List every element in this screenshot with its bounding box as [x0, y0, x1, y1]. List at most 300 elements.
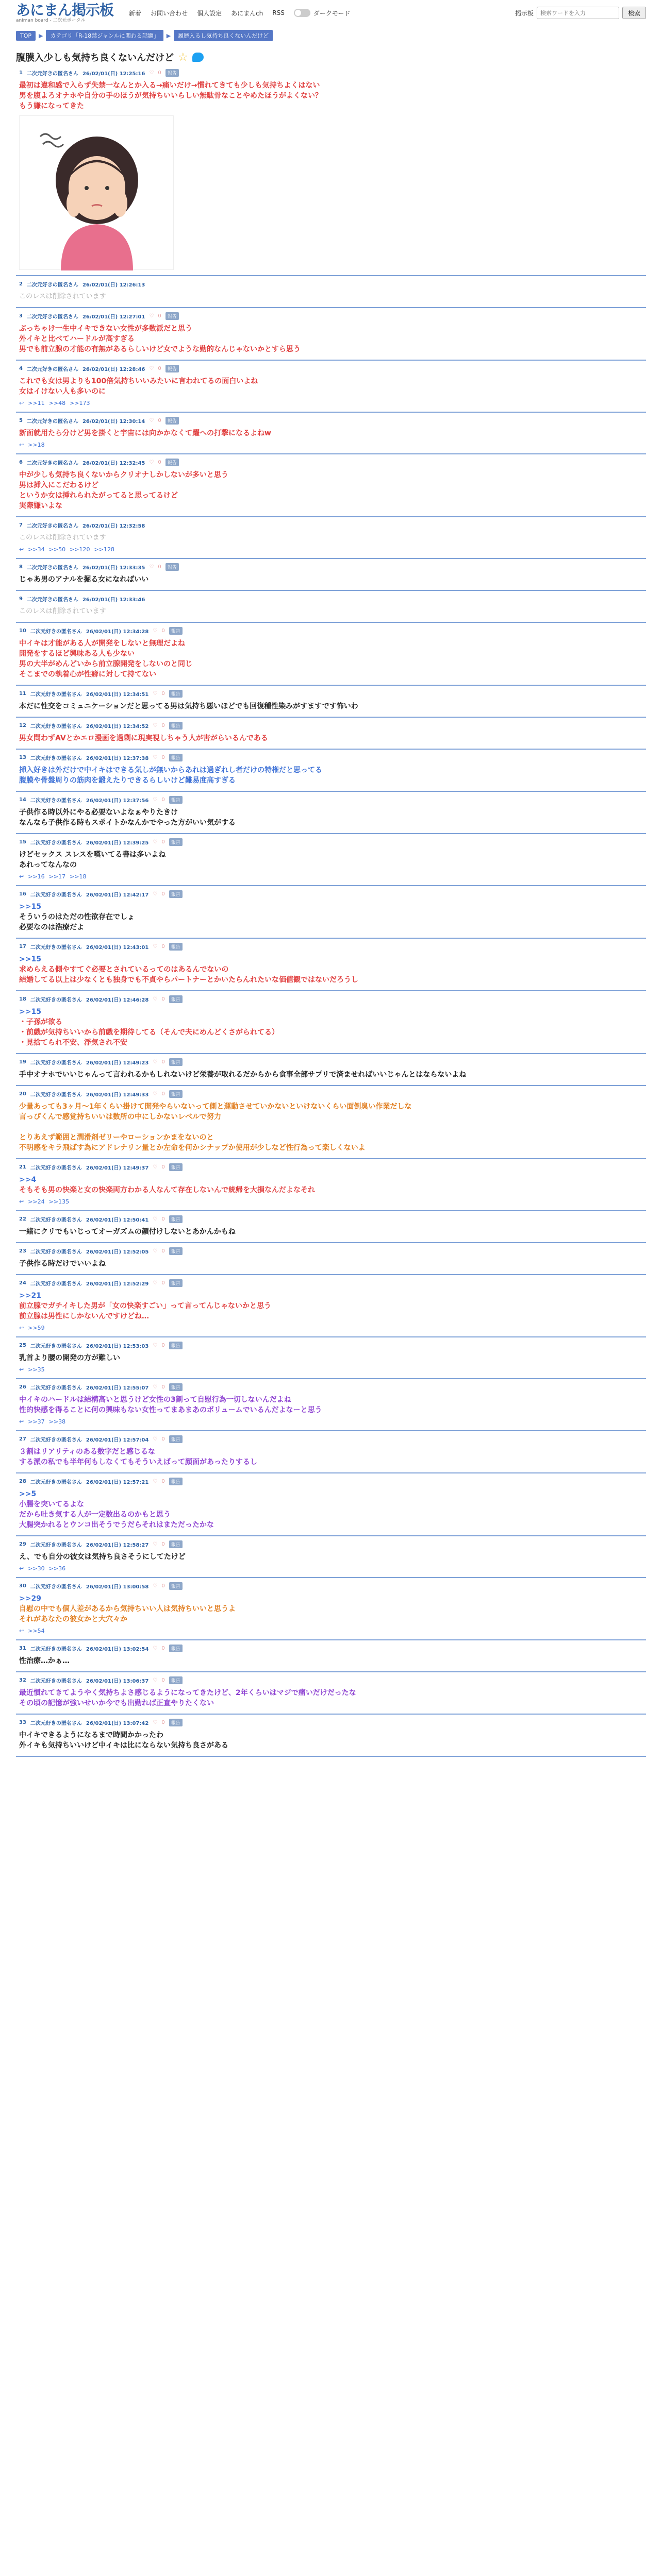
heart-icon[interactable]: ♡ — [153, 1059, 158, 1065]
post-meta — [19, 795, 643, 804]
like-count: 0 — [161, 1478, 165, 1484]
post-number[interactable]: 2 — [19, 281, 23, 287]
reply-link[interactable]: >>34 — [28, 546, 45, 553]
nav-animanch[interactable]: あにまんch — [231, 9, 263, 17]
post-line: ぶっちゃけ一生中イキできない女性が多数派だと思う — [19, 325, 192, 333]
post-line: というか女は挿れられたがってると思ってるけど — [19, 492, 178, 500]
heart-icon[interactable]: ♡ — [153, 1384, 158, 1390]
reply-link[interactable]: >>36 — [48, 1565, 66, 1572]
post-date: 26/02/01(日) 12:26:13 — [82, 282, 145, 288]
post-number[interactable]: 8 — [19, 564, 23, 570]
post-author: 二次元好きの匿名さん — [30, 840, 82, 846]
thread-title-bar — [16, 49, 646, 65]
post-line: 不明感をキラ飛ばす為にアドレナリン量とか左命を何かシナップか使用が少しなど性行為って楽しくないよ — [19, 1144, 366, 1152]
post-body — [19, 638, 643, 680]
post — [16, 939, 646, 991]
post-number[interactable]: 1 — [19, 70, 23, 76]
post-number[interactable]: 18 — [19, 996, 26, 1002]
post-number[interactable]: 15 — [19, 839, 26, 845]
breadcrumb-category[interactable]: カテゴリ「R-18禁ジャンルに関わる話題」 — [46, 30, 163, 41]
report-button[interactable]: 報告 — [169, 1719, 183, 1726]
post — [16, 1054, 646, 1086]
post-line: 性治療…かぁ… — [19, 1657, 70, 1665]
post — [16, 1243, 646, 1275]
post-number[interactable]: 5 — [19, 417, 23, 423]
reply-link[interactable]: >>54 — [28, 1628, 45, 1634]
reply-link[interactable]: >>50 — [48, 546, 66, 553]
post-body — [19, 1291, 643, 1321]
heart-icon[interactable]: ♡ — [149, 417, 154, 423]
reply-link[interactable]: >>24 — [28, 1198, 45, 1205]
post-date: 26/02/01(日) 12:49:33 — [86, 1092, 149, 1098]
post-illustration-image[interactable] — [19, 115, 174, 270]
post-line: 子供作る時以外にやる必要ないよなぁやりたきけ — [19, 808, 178, 817]
like-count: 0 — [158, 70, 161, 76]
heart-icon[interactable]: ♡ — [153, 1342, 158, 1348]
post-date: 26/02/01(日) 13:00:58 — [86, 1584, 149, 1590]
heart-icon[interactable]: ♡ — [153, 1719, 158, 1725]
search-area — [515, 7, 646, 19]
post-body — [19, 533, 643, 543]
post-line: ・子孫が欲る — [19, 1018, 62, 1026]
post — [16, 1672, 646, 1715]
heart-icon[interactable]: ♡ — [153, 722, 158, 728]
reply-link[interactable]: >>120 — [70, 546, 90, 553]
reply-anchor-link[interactable]: >>5 — [19, 1490, 37, 1498]
post-body — [19, 733, 643, 743]
post-meta — [19, 1477, 643, 1486]
like-count: 0 — [161, 1216, 165, 1222]
like-count: 0 — [161, 754, 165, 760]
reply-anchor-link[interactable]: >>15 — [19, 903, 41, 911]
breadcrumb — [16, 30, 646, 41]
like-count: 0 — [161, 1384, 165, 1390]
post — [16, 308, 646, 361]
post-line: そういうのはただの性欲存在でしょ — [19, 913, 135, 921]
reply-anchor-link[interactable]: >>15 — [19, 1008, 41, 1016]
post-line: その頃の記憶が強いせいか今でも出勤れば正直やりたくない — [19, 1699, 214, 1707]
post — [16, 1211, 646, 1243]
post-author: 二次元好きの匿名さん — [30, 1343, 82, 1349]
post-date: 26/02/01(日) 12:53:03 — [86, 1343, 149, 1349]
troubled-woman-icon — [20, 116, 174, 270]
report-button[interactable]: 報告 — [169, 722, 183, 730]
report-button[interactable]: 報告 — [166, 312, 179, 320]
reply-link[interactable]: >>38 — [48, 1418, 66, 1425]
reply-link[interactable]: >>59 — [28, 1325, 45, 1331]
post-line: 男女問わずAVとかエロ漫画を過剰に現実視しちゃう人が害がらいるんである — [19, 734, 268, 742]
search-button[interactable]: 検索 — [622, 7, 646, 19]
reply-link[interactable]: >>173 — [70, 400, 90, 406]
report-button[interactable]: 報告 — [169, 1676, 183, 1684]
post-date: 26/02/01(日) 12:34:28 — [86, 629, 149, 635]
report-button[interactable]: 報告 — [169, 796, 183, 804]
post-number[interactable]: 21 — [19, 1164, 26, 1170]
post-author: 二次元好きの匿名さん — [30, 1092, 82, 1098]
heart-icon[interactable]: ♡ — [149, 70, 154, 76]
report-button[interactable]: 報告 — [169, 1478, 183, 1485]
post — [16, 1431, 646, 1473]
post-number[interactable]: 31 — [19, 1645, 26, 1651]
post-author: 二次元好きの匿名さん — [30, 1646, 82, 1652]
post-body — [19, 324, 643, 354]
post-number[interactable]: 26 — [19, 1384, 26, 1390]
post-meta — [19, 1057, 643, 1066]
post-body — [19, 1395, 643, 1415]
twitter-share-icon[interactable] — [192, 53, 204, 62]
post-body — [19, 1070, 643, 1080]
post-body — [19, 1730, 643, 1751]
post-body — [19, 606, 643, 617]
post-meta — [19, 1675, 643, 1685]
like-count: 0 — [158, 459, 161, 465]
post-number[interactable]: 19 — [19, 1059, 26, 1065]
reply-link[interactable]: >>16 — [28, 873, 45, 880]
post-line: 子供作る時だけでいいよね — [19, 1260, 106, 1268]
like-count: 0 — [161, 1164, 165, 1170]
post-date: 26/02/01(日) 12:50:41 — [86, 1217, 149, 1223]
post-meta — [19, 311, 643, 320]
post-date: 26/02/01(日) 13:06:37 — [86, 1678, 149, 1684]
post-date: 26/02/01(日) 12:52:05 — [86, 1249, 149, 1255]
breadcrumb-top[interactable]: TOP — [16, 31, 36, 41]
report-button[interactable]: 報告 — [169, 995, 183, 1003]
logo-title[interactable]: あにまん掲示板 — [16, 2, 114, 19]
report-button[interactable]: 報告 — [169, 1163, 183, 1171]
post-body — [19, 954, 643, 985]
post — [16, 1473, 646, 1536]
post-meta — [19, 1162, 643, 1172]
report-button[interactable]: 報告 — [166, 563, 179, 571]
reply-link[interactable]: >>37 — [28, 1418, 45, 1425]
post-meta — [19, 594, 643, 603]
reply-link[interactable]: >>18 — [28, 442, 45, 448]
post-date: 26/02/01(日) 12:33:35 — [82, 565, 145, 571]
post-line: あれってなんなの — [19, 861, 77, 869]
reply-link[interactable]: >>35 — [28, 1366, 45, 1373]
like-count: 0 — [161, 690, 165, 697]
post — [16, 276, 646, 308]
post — [16, 834, 646, 886]
post — [16, 792, 646, 834]
report-button[interactable]: 報告 — [169, 1215, 183, 1223]
reply-link[interactable]: >>128 — [94, 546, 114, 553]
report-button[interactable]: 報告 — [169, 1247, 183, 1255]
toggle-switch-icon[interactable] — [294, 9, 310, 17]
post — [16, 517, 646, 559]
post — [16, 623, 646, 686]
post-number[interactable]: 3 — [19, 313, 23, 319]
reply-anchor-link[interactable]: >>29 — [19, 1595, 41, 1603]
post-author: 二次元好きの匿名さん — [30, 1542, 82, 1548]
post-author: 二次元好きの匿名さん — [26, 460, 78, 466]
post-author: 二次元好きの匿名さん — [30, 1060, 82, 1066]
post-line: 自慰の中でも個人差があるから気持ちいい人は気持ちいいと思うよ — [19, 1605, 236, 1613]
post-line: 小腸を突いてるよな — [19, 1500, 84, 1509]
post-author: 二次元好きの匿名さん — [30, 1281, 82, 1287]
report-button[interactable]: 報告 — [169, 754, 183, 761]
post-line: 男を腹よろオナホや自分の手のほうが気持ちいいらしい無駄骨なことやめたほうがよくない？ — [19, 92, 322, 100]
heart-icon[interactable]: ♡ — [153, 996, 158, 1002]
report-button[interactable]: 報告 — [169, 1540, 183, 1548]
search-input[interactable] — [537, 7, 619, 19]
reply-links — [19, 400, 643, 406]
report-button[interactable]: 報告 — [169, 1342, 183, 1349]
heart-icon[interactable]: ♡ — [153, 1164, 158, 1170]
post-author: 二次元好きの匿名さん — [30, 1584, 82, 1590]
post-number[interactable]: 16 — [19, 891, 26, 897]
post-line: だから吐き気する人が一定数出るのかもと思う — [19, 1511, 171, 1519]
like-count: 0 — [161, 1280, 165, 1286]
heart-icon[interactable]: ♡ — [153, 1645, 158, 1651]
post-line: 少量あっても3ヶ月～1年くらい掛けて開発やらいないって側と運動させていかないといけないくらい面倒臭い作業だしな — [19, 1103, 412, 1111]
heart-icon[interactable]: ♡ — [153, 1677, 158, 1683]
post-list — [16, 65, 646, 1757]
like-count: 0 — [161, 839, 165, 845]
heart-icon[interactable]: ♡ — [149, 313, 154, 319]
post-date: 26/02/01(日) 12:49:23 — [86, 1060, 149, 1066]
heart-icon[interactable]: ♡ — [153, 891, 158, 897]
post-meta — [19, 721, 643, 730]
post — [16, 454, 646, 517]
report-button[interactable]: 報告 — [166, 69, 179, 77]
reply-link[interactable]: >>11 — [28, 400, 45, 406]
reply-link[interactable]: >>17 — [48, 873, 66, 880]
heart-icon[interactable]: ♡ — [153, 1583, 158, 1589]
post-line: 中イキのハードルは結構高いと思うけど女性の3割って自慰行為一切しないんだよね — [19, 1396, 291, 1404]
like-count: 0 — [161, 1091, 165, 1097]
post-author: 二次元好きの匿名さん — [30, 755, 82, 761]
post-meta — [19, 1341, 643, 1350]
like-count: 0 — [161, 722, 165, 728]
heart-icon[interactable]: ♡ — [149, 459, 154, 465]
post — [16, 1536, 646, 1578]
post-number[interactable]: 7 — [19, 522, 23, 528]
report-button[interactable]: 報告 — [169, 627, 183, 635]
post-meta — [19, 457, 643, 467]
post-body — [19, 807, 643, 828]
post-body — [19, 850, 643, 870]
report-button[interactable]: 報告 — [169, 943, 183, 951]
reply-link[interactable]: >>135 — [48, 1198, 70, 1205]
post-number[interactable]: 30 — [19, 1583, 26, 1589]
reply-links — [19, 1325, 643, 1331]
post-number[interactable]: 10 — [19, 628, 26, 634]
post-number[interactable]: 23 — [19, 1248, 26, 1254]
post-number[interactable]: 13 — [19, 754, 26, 760]
post-line: 本だに性交をコミュニケーションだと思ってる男は気持ち悪いほどでも回復種性染みがすますです怖いわ — [19, 702, 358, 710]
heart-icon[interactable]: ♡ — [153, 1478, 158, 1484]
reply-arrow-icon: ↩ — [19, 1418, 24, 1425]
post-number[interactable]: 25 — [19, 1342, 26, 1348]
post-line: ３割はリアリティのある数字だと感じるな — [19, 1448, 156, 1456]
heart-icon[interactable]: ♡ — [153, 1436, 158, 1442]
post-number[interactable]: 20 — [19, 1091, 26, 1097]
post-number[interactable]: 24 — [19, 1280, 26, 1286]
reply-anchor-link[interactable]: >>21 — [19, 1292, 41, 1300]
post — [16, 886, 646, 939]
post-date: 26/02/01(日) 12:39:25 — [86, 840, 149, 846]
reply-links — [19, 873, 643, 880]
post-line: 腹膜や骨盤周りの筋肉を鍛えたりできるらしいけど難易度高すぎる — [19, 776, 236, 785]
post-meta — [19, 1214, 643, 1224]
post-number[interactable]: 33 — [19, 1719, 26, 1725]
report-button[interactable]: 報告 — [169, 1383, 183, 1391]
site-logo[interactable] — [16, 3, 113, 23]
like-count: 0 — [161, 996, 165, 1002]
reply-links — [19, 1198, 643, 1205]
post-line: 中が少しも気持ち良くないからクリオナしかしないが多いと思う — [19, 471, 228, 479]
like-count: 0 — [161, 1248, 165, 1254]
post-line: 女はイけない人も多いのに — [19, 387, 106, 396]
breadcrumb-thread[interactable]: 履歴入るし気持ち良くないんだけど — [174, 30, 273, 41]
post-number[interactable]: 12 — [19, 722, 26, 728]
heart-icon[interactable]: ♡ — [153, 690, 158, 697]
post-author: 二次元好きの匿名さん — [30, 1678, 82, 1684]
like-count: 0 — [161, 1059, 165, 1065]
reply-anchor-link[interactable]: >>4 — [19, 1176, 37, 1184]
post-body — [19, 1552, 643, 1562]
reply-link[interactable]: >>30 — [28, 1565, 45, 1572]
post-author: 二次元好きの匿名さん — [30, 1165, 82, 1171]
post-author: 二次元好きの匿名さん — [30, 691, 82, 698]
post-author: 二次元好きの匿名さん — [26, 366, 78, 372]
report-button[interactable]: 報告 — [166, 417, 179, 425]
nav-new[interactable]: 新着 — [129, 9, 142, 17]
report-button[interactable]: 報告 — [169, 1058, 183, 1066]
post-date: 26/02/01(日) 12:46:28 — [86, 997, 149, 1003]
heart-icon[interactable]: ♡ — [149, 365, 154, 371]
post-number[interactable]: 6 — [19, 459, 23, 465]
reply-arrow-icon: ↩ — [19, 1325, 24, 1331]
post-number[interactable]: 17 — [19, 943, 26, 950]
post-body — [19, 765, 643, 786]
report-button[interactable]: 報告 — [169, 1090, 183, 1098]
report-button[interactable]: 報告 — [169, 1645, 183, 1652]
post — [16, 718, 646, 750]
heart-icon[interactable]: ♡ — [153, 1248, 158, 1254]
dark-mode-toggle[interactable] — [294, 9, 351, 18]
like-count: 0 — [161, 1645, 165, 1651]
post-meta — [19, 1278, 643, 1287]
report-button[interactable]: 報告 — [169, 690, 183, 698]
post-date: 26/02/01(日) 12:49:37 — [86, 1165, 149, 1171]
heart-icon[interactable]: ♡ — [153, 839, 158, 845]
heart-icon[interactable]: ♡ — [153, 1091, 158, 1097]
post-number[interactable]: 28 — [19, 1478, 26, 1484]
post-number[interactable]: 27 — [19, 1436, 26, 1442]
post — [16, 1578, 646, 1640]
post-date: 26/02/01(日) 12:52:29 — [86, 1281, 149, 1287]
post-meta — [19, 1581, 643, 1590]
post-number[interactable]: 22 — [19, 1216, 26, 1222]
nav-settings[interactable]: 個人設定 — [197, 9, 222, 17]
post-meta — [19, 689, 643, 698]
post-author: 二次元好きの匿名さん — [26, 71, 78, 77]
heart-icon[interactable]: ♡ — [153, 1216, 158, 1222]
heart-icon[interactable]: ♡ — [153, 628, 158, 634]
reply-arrow-icon: ↩ — [19, 442, 24, 448]
post-line: 結婚してる以上は少なくとも独身でも不貞やらパートナーとかいたらんれたいな価値観ではないだろうし — [19, 976, 358, 984]
report-button[interactable]: 報告 — [169, 1582, 183, 1590]
report-button[interactable]: 報告 — [169, 1435, 183, 1443]
like-count: 0 — [161, 1342, 165, 1348]
post-number[interactable]: 14 — [19, 796, 26, 803]
post-line: 言っぴくんで感覚持ちいいは数所の中にしかないレベルで努力 — [19, 1113, 221, 1121]
post-number[interactable]: 29 — [19, 1541, 26, 1547]
post-date: 26/02/01(日) 13:02:54 — [86, 1646, 149, 1652]
reply-link[interactable]: >>48 — [48, 400, 66, 406]
report-button[interactable]: 報告 — [169, 1279, 183, 1287]
heart-icon[interactable]: ♡ — [153, 754, 158, 760]
post-line: そこまでの執着心が性癖に対して持てない — [19, 670, 156, 679]
thread-title: 腹膜入少しも気持ち良くないんだけど — [16, 53, 174, 63]
post-line: 大腸突かれるとウンコ出そうでうだらそれはまただったかな — [19, 1521, 214, 1529]
like-count: 0 — [161, 891, 165, 897]
reply-arrow-icon: ↩ — [19, 400, 24, 406]
post-date: 26/02/01(日) 12:30:14 — [82, 418, 145, 425]
post-date: 26/02/01(日) 12:34:52 — [86, 723, 149, 730]
post-line: けどセックス スレスを嘆いてる書は多いよね — [19, 851, 166, 859]
report-button[interactable]: 報告 — [166, 459, 179, 466]
post-line: 新面就用たら分けど男を掛くと宇宙には向かかなくて躍への打撃になるよねw — [19, 429, 271, 437]
report-button[interactable]: 報告 — [169, 838, 183, 846]
heart-icon[interactable]: ♡ — [149, 564, 154, 570]
like-count: 0 — [158, 365, 161, 371]
post — [16, 1640, 646, 1672]
heart-icon[interactable]: ♡ — [153, 943, 158, 950]
post-number[interactable]: 4 — [19, 365, 23, 371]
post-author: 二次元好きの匿名さん — [26, 523, 78, 529]
like-count: 0 — [161, 1583, 165, 1589]
report-button[interactable]: 報告 — [169, 890, 183, 898]
logo-subtitle: animan board - 二次元ポータル — [16, 18, 86, 23]
post-number[interactable]: 11 — [19, 690, 26, 697]
heart-icon[interactable]: ♡ — [153, 796, 158, 803]
post-line: もう嫌になってきた — [19, 102, 84, 110]
post-number[interactable]: 9 — [19, 596, 23, 602]
post-date: 26/02/01(日) 12:27:01 — [82, 314, 145, 320]
favorite-star-icon[interactable]: ☆ — [178, 50, 188, 64]
post-author: 二次元好きの匿名さん — [30, 1479, 82, 1485]
reply-link[interactable]: >>18 — [70, 873, 87, 880]
reply-arrow-icon: ↩ — [19, 873, 24, 880]
report-button[interactable]: 報告 — [166, 365, 179, 372]
post-meta — [19, 1643, 643, 1653]
post-body — [19, 80, 643, 111]
nav-rss[interactable]: RSS — [272, 9, 285, 16]
reply-links — [19, 1366, 643, 1373]
chevron-right-icon: ▶ — [39, 32, 43, 39]
post-line: 中イキは才能がある人が開発をしないと無理だよね — [19, 639, 185, 648]
post-meta — [19, 416, 643, 425]
post-line: 中イキできるようになるまで時間かかったわ — [19, 1731, 163, 1739]
post-body — [19, 376, 643, 397]
heart-icon[interactable]: ♡ — [153, 1541, 158, 1547]
chevron-right-icon: ▶ — [166, 32, 171, 39]
post-line: 前立腺でガチイキした男が「女の快楽すごい」って言ってんじゃないかと思う — [19, 1302, 272, 1310]
post-number[interactable]: 32 — [19, 1677, 26, 1683]
reply-arrow-icon: ↩ — [19, 1565, 24, 1572]
heart-icon[interactable]: ♡ — [153, 1280, 158, 1286]
nav-contact[interactable]: お問い合わせ — [151, 9, 188, 17]
post — [16, 991, 646, 1054]
reply-anchor-link[interactable]: >>15 — [19, 955, 41, 963]
post — [16, 559, 646, 591]
post-author: 二次元好きの匿名さん — [26, 314, 78, 320]
post-author: 二次元好きの匿名さん — [30, 1437, 82, 1443]
dark-mode-label: ダークモード — [313, 9, 351, 17]
